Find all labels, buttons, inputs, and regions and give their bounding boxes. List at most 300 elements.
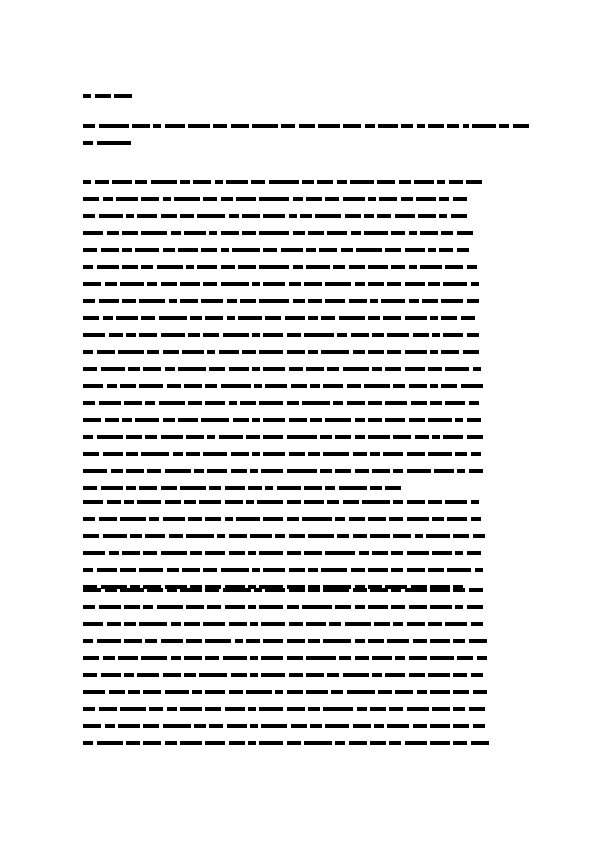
illegible-word bbox=[414, 180, 434, 184]
illegible-word bbox=[368, 316, 380, 320]
illegible-word bbox=[83, 486, 97, 490]
illegible-word bbox=[407, 707, 429, 711]
illegible-word bbox=[83, 265, 93, 269]
illegible-word bbox=[167, 707, 177, 711]
illegible-word bbox=[335, 741, 345, 745]
illegible-word bbox=[453, 639, 465, 643]
illegible-word bbox=[126, 469, 144, 473]
illegible-word bbox=[182, 350, 204, 354]
illegible-word bbox=[229, 534, 247, 538]
illegible-word bbox=[391, 568, 403, 572]
illegible-word bbox=[165, 124, 185, 128]
illegible-word bbox=[83, 551, 105, 555]
illegible-word bbox=[291, 724, 307, 728]
illegible-word bbox=[387, 639, 409, 643]
illegible-word bbox=[186, 534, 214, 538]
illegible-word bbox=[467, 551, 481, 555]
illegible-word bbox=[401, 197, 413, 201]
illegible-word bbox=[335, 469, 351, 473]
illegible-word bbox=[365, 124, 375, 128]
text-line bbox=[83, 707, 492, 711]
illegible-word bbox=[126, 214, 134, 218]
illegible-word bbox=[374, 622, 390, 626]
illegible-word bbox=[178, 248, 198, 252]
illegible-word bbox=[407, 622, 425, 626]
illegible-word bbox=[453, 588, 465, 592]
illegible-word bbox=[306, 673, 324, 677]
illegible-word bbox=[308, 231, 324, 235]
illegible-word bbox=[242, 350, 256, 354]
illegible-word bbox=[325, 299, 345, 303]
illegible-word bbox=[428, 418, 452, 422]
illegible-word bbox=[201, 418, 229, 422]
illegible-word bbox=[101, 486, 123, 490]
illegible-word bbox=[83, 141, 93, 145]
illegible-word bbox=[289, 452, 305, 456]
document-title bbox=[83, 124, 532, 158]
illegible-word bbox=[308, 350, 318, 354]
illegible-word bbox=[441, 231, 453, 235]
illegible-word bbox=[393, 384, 405, 388]
illegible-word bbox=[263, 282, 285, 286]
illegible-word bbox=[248, 486, 262, 490]
illegible-word bbox=[223, 656, 247, 660]
illegible-word bbox=[461, 384, 483, 388]
illegible-word bbox=[157, 265, 183, 269]
illegible-word bbox=[355, 469, 369, 473]
illegible-word bbox=[163, 197, 171, 201]
illegible-word bbox=[453, 690, 469, 694]
illegible-word bbox=[225, 517, 233, 521]
illegible-word bbox=[445, 622, 467, 626]
illegible-word bbox=[124, 622, 136, 626]
text-line bbox=[83, 214, 486, 218]
illegible-word bbox=[199, 500, 221, 504]
illegible-word bbox=[97, 265, 119, 269]
illegible-word bbox=[443, 435, 463, 439]
illegible-word bbox=[135, 418, 159, 422]
illegible-word bbox=[473, 534, 485, 538]
illegible-word bbox=[308, 568, 318, 572]
illegible-word bbox=[439, 214, 447, 218]
illegible-word bbox=[349, 265, 365, 269]
illegible-word bbox=[372, 367, 382, 371]
illegible-word bbox=[275, 690, 283, 694]
illegible-word bbox=[227, 316, 235, 320]
illegible-word bbox=[289, 367, 303, 371]
illegible-word bbox=[463, 350, 479, 354]
illegible-word bbox=[171, 656, 181, 660]
illegible-word bbox=[469, 588, 483, 592]
illegible-word bbox=[261, 673, 285, 677]
illegible-word bbox=[385, 486, 401, 490]
text-line bbox=[83, 588, 492, 592]
illegible-word bbox=[126, 435, 142, 439]
illegible-word bbox=[231, 124, 249, 128]
illegible-word bbox=[385, 418, 405, 422]
illegible-word bbox=[232, 248, 260, 252]
illegible-word bbox=[259, 231, 289, 235]
illegible-word bbox=[428, 673, 450, 677]
illegible-word bbox=[302, 605, 332, 609]
illegible-word bbox=[221, 282, 249, 286]
illegible-word bbox=[180, 588, 202, 592]
illegible-word bbox=[180, 707, 202, 711]
illegible-word bbox=[308, 316, 318, 320]
illegible-word bbox=[355, 282, 365, 286]
illegible-word bbox=[308, 588, 320, 592]
illegible-word bbox=[265, 486, 273, 490]
illegible-word bbox=[238, 316, 262, 320]
illegible-word bbox=[377, 180, 395, 184]
illegible-word bbox=[287, 639, 305, 643]
illegible-word bbox=[107, 384, 117, 388]
illegible-word bbox=[201, 248, 217, 252]
illegible-word bbox=[368, 639, 384, 643]
illegible-word bbox=[289, 282, 301, 286]
illegible-word bbox=[248, 741, 256, 745]
text-line bbox=[83, 367, 486, 371]
illegible-word bbox=[359, 551, 369, 555]
illegible-word bbox=[293, 299, 305, 303]
illegible-word bbox=[145, 435, 157, 439]
illegible-word bbox=[362, 500, 390, 504]
illegible-word bbox=[393, 622, 403, 626]
illegible-word bbox=[250, 469, 258, 473]
illegible-word bbox=[409, 265, 417, 269]
illegible-word bbox=[368, 350, 384, 354]
illegible-word bbox=[477, 656, 487, 660]
illegible-word bbox=[308, 452, 320, 456]
illegible-word bbox=[192, 690, 202, 694]
illegible-word bbox=[333, 265, 345, 269]
illegible-word bbox=[285, 316, 305, 320]
illegible-word bbox=[205, 656, 219, 660]
illegible-word bbox=[291, 384, 307, 388]
illegible-word bbox=[205, 690, 225, 694]
illegible-word bbox=[353, 724, 371, 728]
text-line bbox=[83, 299, 486, 303]
illegible-word bbox=[333, 401, 343, 405]
illegible-word bbox=[409, 673, 425, 677]
illegible-word bbox=[445, 265, 463, 269]
illegible-word bbox=[287, 551, 301, 555]
text-line bbox=[83, 180, 486, 184]
illegible-word bbox=[453, 197, 467, 201]
illegible-word bbox=[173, 452, 183, 456]
illegible-word bbox=[430, 316, 438, 320]
illegible-word bbox=[439, 248, 453, 252]
illegible-word bbox=[205, 639, 231, 643]
illegible-word bbox=[122, 231, 138, 235]
illegible-word bbox=[428, 367, 442, 371]
illegible-word bbox=[407, 452, 425, 456]
illegible-word bbox=[467, 333, 479, 337]
illegible-word bbox=[281, 248, 303, 252]
document-reference bbox=[83, 94, 135, 111]
text-line bbox=[83, 384, 486, 388]
illegible-word bbox=[261, 724, 287, 728]
illegible-word bbox=[407, 568, 425, 572]
illegible-word bbox=[261, 469, 283, 473]
illegible-word bbox=[391, 231, 405, 235]
illegible-word bbox=[184, 231, 206, 235]
illegible-word bbox=[315, 214, 341, 218]
illegible-word bbox=[416, 197, 436, 201]
illegible-word bbox=[250, 673, 258, 677]
illegible-word bbox=[327, 231, 347, 235]
illegible-word bbox=[325, 551, 355, 555]
illegible-word bbox=[122, 248, 132, 252]
illegible-word bbox=[467, 265, 477, 269]
illegible-word bbox=[139, 568, 163, 572]
illegible-word bbox=[364, 214, 374, 218]
illegible-word bbox=[103, 316, 113, 320]
illegible-word bbox=[417, 690, 427, 694]
illegible-word bbox=[299, 124, 315, 128]
illegible-word bbox=[351, 333, 369, 337]
reference-line bbox=[83, 94, 135, 98]
illegible-word bbox=[453, 707, 465, 711]
illegible-word bbox=[83, 500, 103, 504]
illegible-word bbox=[116, 316, 138, 320]
illegible-word bbox=[306, 197, 322, 201]
illegible-word bbox=[180, 214, 194, 218]
illegible-word bbox=[263, 435, 283, 439]
illegible-word bbox=[178, 367, 206, 371]
text-line bbox=[83, 435, 486, 439]
illegible-word bbox=[242, 214, 260, 218]
illegible-word bbox=[287, 690, 303, 694]
text-line bbox=[83, 639, 492, 643]
illegible-word bbox=[355, 656, 369, 660]
illegible-word bbox=[471, 673, 483, 677]
illegible-word bbox=[193, 180, 211, 184]
illegible-word bbox=[413, 724, 427, 728]
illegible-word bbox=[323, 588, 349, 592]
illegible-word bbox=[139, 333, 157, 337]
illegible-word bbox=[83, 588, 101, 592]
illegible-word bbox=[407, 517, 429, 521]
illegible-word bbox=[126, 486, 136, 490]
illegible-word bbox=[105, 724, 115, 728]
illegible-word bbox=[447, 124, 459, 128]
illegible-word bbox=[184, 656, 202, 660]
illegible-word bbox=[339, 316, 365, 320]
illegible-word bbox=[139, 299, 165, 303]
illegible-word bbox=[370, 588, 388, 592]
illegible-word bbox=[248, 605, 256, 609]
illegible-word bbox=[159, 316, 187, 320]
illegible-word bbox=[471, 622, 483, 626]
illegible-word bbox=[203, 282, 217, 286]
illegible-word bbox=[122, 551, 140, 555]
text-line bbox=[83, 316, 486, 320]
illegible-word bbox=[184, 622, 200, 626]
illegible-word bbox=[430, 384, 438, 388]
illegible-word bbox=[207, 435, 215, 439]
illegible-word bbox=[263, 333, 283, 337]
illegible-word bbox=[101, 367, 125, 371]
illegible-word bbox=[145, 401, 155, 405]
illegible-word bbox=[407, 500, 425, 504]
illegible-word bbox=[325, 418, 351, 422]
illegible-word bbox=[259, 401, 283, 405]
illegible-word bbox=[308, 707, 320, 711]
illegible-word bbox=[161, 282, 177, 286]
illegible-word bbox=[246, 500, 254, 504]
illegible-word bbox=[275, 534, 285, 538]
illegible-word bbox=[143, 367, 161, 371]
illegible-word bbox=[467, 418, 481, 422]
illegible-word bbox=[213, 124, 227, 128]
text-line bbox=[83, 248, 486, 252]
illegible-word bbox=[325, 197, 339, 201]
illegible-word bbox=[83, 639, 93, 643]
illegible-word bbox=[395, 690, 413, 694]
illegible-word bbox=[370, 707, 386, 711]
illegible-word bbox=[95, 94, 111, 98]
illegible-word bbox=[263, 418, 285, 422]
illegible-word bbox=[467, 605, 483, 609]
illegible-word bbox=[499, 124, 509, 128]
illegible-word bbox=[310, 384, 320, 388]
illegible-word bbox=[101, 248, 119, 252]
illegible-word bbox=[405, 282, 425, 286]
illegible-word bbox=[471, 452, 481, 456]
illegible-word bbox=[339, 656, 351, 660]
illegible-word bbox=[355, 435, 365, 439]
illegible-word bbox=[207, 350, 215, 354]
illegible-word bbox=[97, 435, 123, 439]
illegible-word bbox=[97, 568, 117, 572]
illegible-word bbox=[147, 469, 161, 473]
illegible-word bbox=[381, 299, 405, 303]
illegible-word bbox=[225, 486, 245, 490]
illegible-word bbox=[289, 534, 305, 538]
illegible-word bbox=[252, 124, 278, 128]
illegible-word bbox=[209, 724, 223, 728]
illegible-word bbox=[368, 197, 376, 201]
illegible-word bbox=[407, 551, 429, 555]
illegible-word bbox=[455, 551, 463, 555]
illegible-word bbox=[455, 605, 463, 609]
illegible-word bbox=[350, 180, 374, 184]
illegible-word bbox=[370, 534, 390, 538]
illegible-word bbox=[120, 707, 146, 711]
illegible-word bbox=[347, 401, 365, 405]
illegible-word bbox=[83, 673, 97, 677]
illegible-word bbox=[223, 588, 251, 592]
illegible-word bbox=[240, 401, 256, 405]
illegible-word bbox=[293, 265, 303, 269]
illegible-word bbox=[126, 741, 140, 745]
illegible-word bbox=[171, 231, 181, 235]
illegible-word bbox=[252, 568, 260, 572]
illegible-word bbox=[221, 231, 239, 235]
illegible-word bbox=[409, 418, 425, 422]
illegible-word bbox=[287, 656, 303, 660]
illegible-word bbox=[453, 673, 467, 677]
illegible-word bbox=[97, 639, 121, 643]
illegible-word bbox=[323, 707, 353, 711]
illegible-word bbox=[368, 265, 388, 269]
illegible-word bbox=[457, 248, 469, 252]
illegible-word bbox=[203, 622, 225, 626]
illegible-word bbox=[221, 384, 251, 388]
illegible-word bbox=[323, 384, 343, 388]
illegible-word bbox=[265, 588, 285, 592]
illegible-word bbox=[417, 124, 425, 128]
illegible-word bbox=[393, 469, 403, 473]
illegible-word bbox=[103, 452, 123, 456]
illegible-word bbox=[364, 231, 388, 235]
text-line bbox=[83, 231, 486, 235]
illegible-word bbox=[252, 333, 260, 337]
illegible-word bbox=[355, 418, 365, 422]
illegible-word bbox=[343, 673, 369, 677]
illegible-word bbox=[116, 197, 138, 201]
illegible-word bbox=[353, 534, 367, 538]
text-line bbox=[83, 568, 488, 572]
illegible-word bbox=[132, 124, 150, 128]
illegible-word bbox=[343, 500, 359, 504]
illegible-word bbox=[83, 180, 91, 184]
illegible-word bbox=[428, 124, 444, 128]
illegible-word bbox=[205, 401, 225, 405]
illegible-word bbox=[120, 517, 146, 521]
illegible-word bbox=[250, 534, 272, 538]
body-paragraph bbox=[83, 500, 488, 602]
illegible-word bbox=[261, 656, 283, 660]
illegible-word bbox=[259, 350, 283, 354]
illegible-word bbox=[248, 551, 256, 555]
illegible-word bbox=[302, 180, 314, 184]
illegible-word bbox=[277, 486, 301, 490]
illegible-word bbox=[289, 673, 303, 677]
illegible-word bbox=[137, 500, 161, 504]
text-line bbox=[83, 197, 486, 201]
illegible-word bbox=[120, 588, 144, 592]
illegible-word bbox=[432, 517, 444, 521]
illegible-word bbox=[103, 534, 127, 538]
illegible-word bbox=[149, 517, 159, 521]
illegible-word bbox=[246, 639, 260, 643]
illegible-word bbox=[393, 435, 411, 439]
illegible-word bbox=[319, 248, 337, 252]
illegible-word bbox=[430, 605, 452, 609]
illegible-word bbox=[304, 741, 332, 745]
illegible-word bbox=[186, 435, 204, 439]
illegible-word bbox=[147, 350, 159, 354]
illegible-word bbox=[473, 690, 487, 694]
illegible-word bbox=[128, 367, 140, 371]
text-line bbox=[83, 452, 486, 456]
illegible-word bbox=[420, 265, 442, 269]
illegible-word bbox=[231, 452, 249, 456]
illegible-word bbox=[430, 656, 454, 660]
illegible-word bbox=[201, 299, 223, 303]
illegible-word bbox=[225, 707, 245, 711]
illegible-word bbox=[306, 265, 330, 269]
illegible-word bbox=[263, 568, 285, 572]
illegible-word bbox=[395, 214, 415, 218]
illegible-word bbox=[321, 316, 335, 320]
illegible-word bbox=[453, 741, 467, 745]
illegible-word bbox=[385, 673, 405, 677]
illegible-word bbox=[124, 605, 140, 609]
illegible-word bbox=[122, 418, 132, 422]
